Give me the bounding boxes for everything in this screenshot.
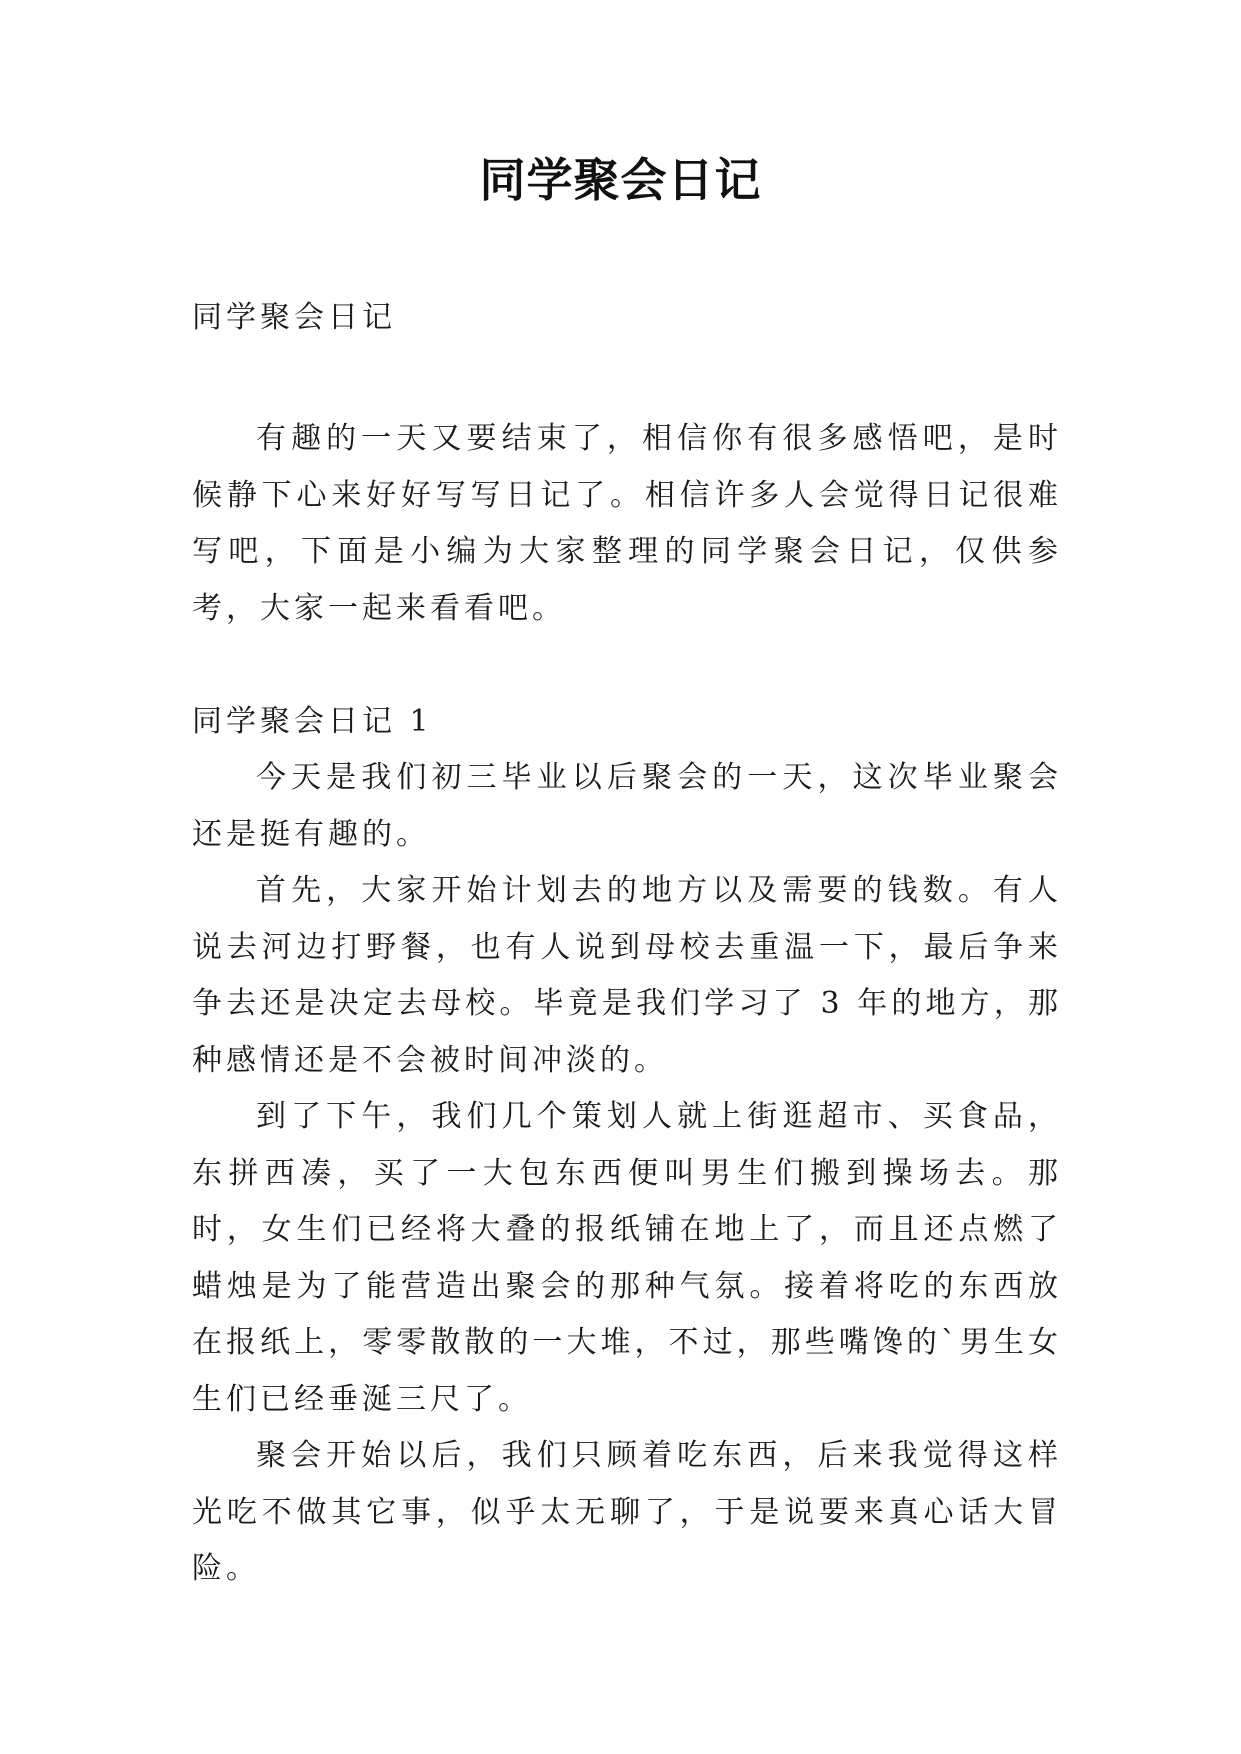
section-heading: 同学聚会日记 1: [192, 704, 433, 739]
diary-paragraph: 今天是我们初三毕业以后聚会的一天，这次毕业聚会还是挺有趣的。: [192, 760, 1062, 852]
diary-paragraph: 聚会开始以后，我们只顾着吃东西，后来我觉得这样光吃不做其它事，似乎太无聊了，于是说要来真心话大冒险。: [192, 1438, 1062, 1586]
intro-paragraph: 有趣的一天又要结束了，相信你有很多感悟吧，是时候静下心来好好写写日记了。相信许多人会觉得日记很难写吧，下面是小编为大家整理的同学聚会日记，仅供参考，大家一起来看看吧。: [192, 421, 1062, 626]
diary-entry-body: [192, 750, 1062, 1598]
document-subtitle: 同学聚会日记: [192, 300, 396, 335]
diary-paragraph: 首先，大家开始计划去的地方以及需要的钱数。有人说去河边打野餐，也有人说到母校去重温一下，最后争来争去还是决定去母校。毕竟是我们学习了 3 年的地方，那种感情还是不会被时间冲淡的。: [192, 873, 1062, 1078]
document-title: 同学聚会日记: [479, 153, 762, 207]
diary-paragraph: 到了下午，我们几个策划人就上街逛超市、买食品，东拼西凑，买了一大包东西便叫男生们搬到操场去。那时，女生们已经将大叠的报纸铺在地上了，而且还点燃了蜡烛是为了能营造出聚会的那种气氛。接着将吃的东西放在报纸上，零零散散的一大堆，不过，那些嘴馋的`男生女生们已经垂涎三尺了。: [192, 1099, 1062, 1417]
